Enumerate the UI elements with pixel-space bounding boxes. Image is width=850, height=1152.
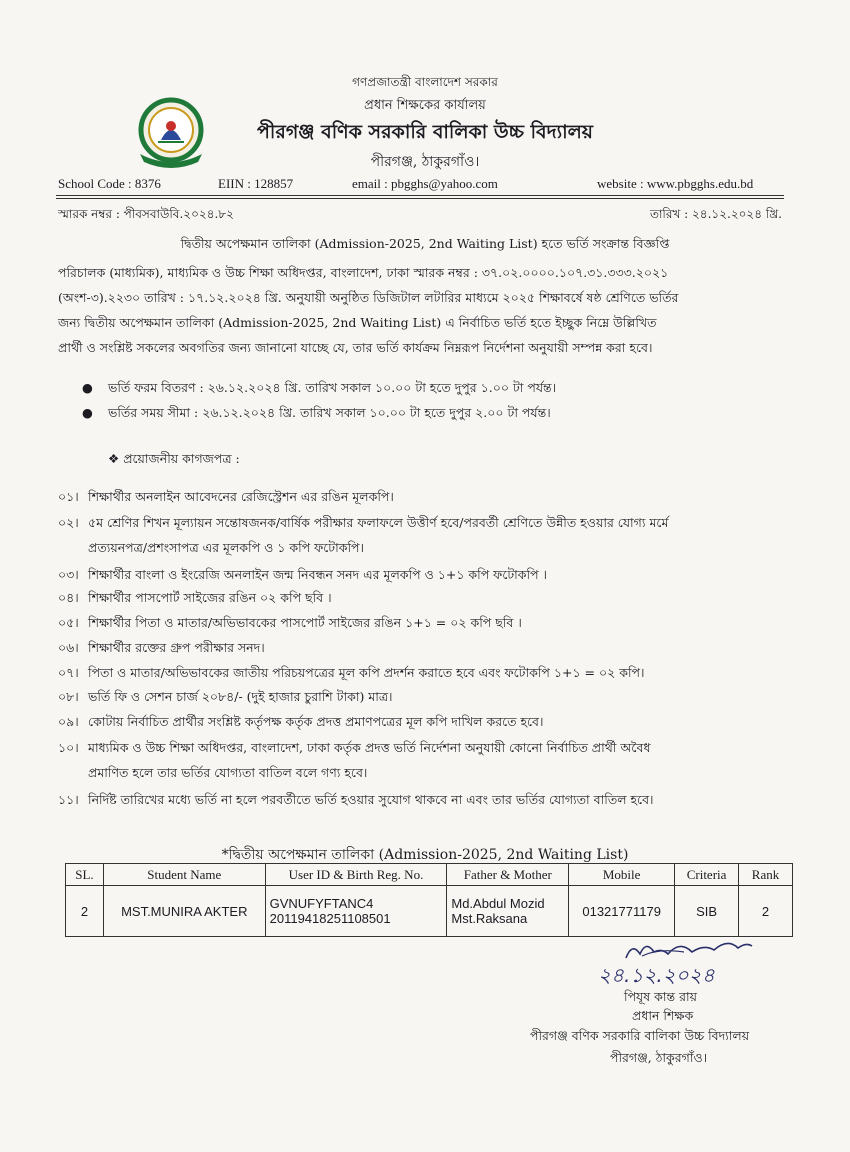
document-item	[58, 792, 654, 812]
document-number: ০৪।	[58, 590, 79, 605]
mother-name: Mst.Raksana	[451, 911, 528, 926]
document-text: শিক্ষার্থীর রক্তের গ্রুপ পরীক্ষার সনদ।	[88, 640, 265, 655]
government-name: গণপ্রজাতন্ত্রী বাংলাদেশ সরকার	[352, 75, 498, 89]
schedule-item	[82, 405, 551, 425]
schedule-text: ভর্তির সময় সীমা : ২৬.১২.২০২৪ খ্রি. তারিখ সকাল ১০.০০ টা হতে দুপুর ২.০০ টা পর্যন্ত।	[108, 405, 551, 420]
school-name: পীরগঞ্জ বণিক সরকারি বালিকা উচ্চ বিদ্যালয়	[257, 121, 593, 143]
father-name: Md.Abdul Mozid	[451, 896, 545, 911]
document-text: শিক্ষার্থীর পিতা ও মাতার/অভিভাবকের পাসপোর্ট সাইজের রঙিন ১+১ = ০২ কপি ছবি ।	[88, 615, 522, 630]
document-text: শিক্ষার্থীর বাংলা ও ইংরেজি অনলাইন জন্ম নিবন্ধন সনদ এর মূলকপি ও ১+১ কপি ফটোকপি ।	[88, 567, 548, 582]
documents-heading-text: প্রয়োজনীয় কাগজপত্র :	[123, 451, 240, 466]
school-website: website : www.pbgghs.edu.bd	[597, 176, 754, 191]
document-text-continued: প্রমাণিত হলে তার ভর্তির যোগ্যতা বাতিল বলে গণ্য হবে।	[88, 765, 368, 780]
document-text: ৫ম শ্রেণির শিখন মূল্যায়ন সন্তোষজনক/বার্ষিক পরীক্ষার ফলাফলে উত্তীর্ণ হবে/পরবর্তী শ্রেণিতে উন্নীত হওয়ার যোগ্য মর্মে	[88, 515, 669, 530]
column-header: User ID & Birth Reg. No.	[265, 864, 447, 886]
document-item	[58, 515, 668, 535]
document-text: কোটায় নির্বাচিত প্রার্থীর সংশ্লিষ্ট কর্তৃপক্ষ কর্তৃক প্রদত্ত প্রমাণপত্রের মূল কপি দাখিল করতে হবে।	[88, 714, 544, 729]
document-number: ০৮।	[58, 689, 79, 704]
parents-cell	[447, 886, 569, 937]
document-number: ১০।	[58, 740, 79, 755]
column-header: Mobile	[569, 864, 675, 886]
bullet-icon: ●	[82, 380, 93, 395]
table-header-row	[66, 864, 793, 886]
document-text: নির্দিষ্ট তারিখের মধ্যে ভর্তি না হলে পরবর্তীতে ভর্তি হওয়ার সুযোগ থাকবে না এবং তার ভর্তির যোগ্যতা বাতিল হবে।	[88, 792, 654, 807]
column-header: Criteria	[675, 864, 739, 886]
body-line: প্রার্থী ও সংশ্লিষ্ট সকলের অবগতির জন্য জানানো যাচ্ছে যে, তার ভর্তি কার্যক্রম নিম্নরূপ নির্দেশনা অনুযায়ী সম্পন্ন করা হবে।	[58, 340, 653, 355]
waiting-list-title: *দ্বিতীয় অপেক্ষমান তালিকা (Admission-2025, 2nd Waiting List)	[221, 847, 629, 863]
documents-heading	[108, 451, 240, 471]
schedule-item	[82, 380, 556, 400]
document-item	[58, 689, 393, 709]
body-line: (অংশ-৩).২২৩০ তারিখ : ১৭.১২.২০২৪ খ্রি. অনুযায়ী অনুষ্ঠিত ডিজিটাল লটারির মাধ্যমে ২০২৫ শিক্ষাবর্ষে ষষ্ঠ শ্রেণিতে ভর্তির	[58, 290, 679, 305]
document-number: ০৯।	[58, 714, 79, 729]
table-row	[66, 886, 793, 937]
column-header: SL.	[66, 864, 104, 886]
document-item	[58, 590, 332, 610]
handwritten-date: ২৪.১২.২০২৪	[598, 963, 715, 987]
school-email: email : pbgghs@yahoo.com	[352, 176, 498, 191]
schedule-text: ভর্তি ফরম বিতরণ : ২৬.১২.২০২৪ খ্রি. তারিখ সকাল ১০.০০ টা হতে দুপুর ১.০০ টা পর্যন্ত।	[108, 380, 557, 395]
signatory-address: পীরগঞ্জ, ঠাকুরগাঁও।	[610, 1050, 708, 1065]
document-text: শিক্ষার্থীর অনলাইন আবেদনের রেজিস্ট্রেশন এর রঙিন মূলকপি।	[88, 489, 394, 504]
body-line: জন্য দ্বিতীয় অপেক্ষমান তালিকা (Admission-2025, 2nd Waiting List) এ নির্বাচিত ভর্তি হতে ইচ্ছুক নিম্নে উল্লিখিত	[58, 315, 657, 330]
birth-reg-number: 20119418251108501	[269, 911, 391, 926]
user-id: GVNUFYFTANC4	[269, 896, 374, 911]
criteria-cell: SIB	[675, 886, 739, 937]
mobile-cell: 01321771179	[569, 886, 675, 937]
document-text: মাধ্যমিক ও উচ্চ শিক্ষা অধিদপ্তর, বাংলাদেশ, ঢাকা কর্তৃক প্রদত্ত ভর্তি নির্দেশনা অনুযায়ী কোনো নির্বাচিত প্রার্থী অবৈধ	[88, 740, 651, 755]
document-item	[58, 489, 394, 509]
waiting-list-table	[65, 863, 793, 937]
document-item	[58, 740, 650, 760]
document-number: ০৫।	[58, 615, 79, 630]
notice-date: তারিখ : ২৪.১২.২০২৪ খ্রি.	[649, 207, 782, 221]
document-text: ভর্তি ফি ও সেশন চার্জ ২০৮৪/- (দুই হাজার চুরাশি টাকা) মাত্র।	[88, 689, 393, 704]
document-number: ০১।	[58, 489, 79, 504]
school-code: School Code : 8376	[58, 176, 161, 191]
bullet-icon: ●	[82, 405, 93, 420]
header-divider	[56, 195, 784, 196]
document-item	[58, 567, 547, 587]
document-item	[58, 640, 265, 660]
signatory-name: পিযূষ কান্ত রায়	[624, 989, 697, 1004]
eiin-code: EIIN : 128857	[218, 176, 294, 191]
body-line: পরিচালক (মাধ্যমিক), মাধ্যমিক ও উচ্চ শিক্ষা অধিদপ্তর, বাংলাদেশ, ঢাকা স্মারক নম্বর : ৩৭.০২.০০০০.১০৭.৩১.৩৩৩.২০২১	[58, 265, 669, 280]
column-header: Rank	[739, 864, 793, 886]
document-number: ১১।	[58, 792, 79, 807]
document-number: ০৬।	[58, 640, 79, 655]
office-name: প্রধান শিক্ষকের কার্যালয়	[364, 98, 486, 113]
document-text: শিক্ষার্থীর পাসপোর্ট সাইজের রঙিন ০২ কপি ছবি ।	[88, 590, 332, 605]
document-text-continued: প্রত্যয়নপত্র/প্রশংসাপত্র এর মূলকপি ও ১ কপি ফটোকপি।	[88, 540, 364, 555]
document-text: পিতা ও মাতার/অভিভাবকের জাতীয় পরিচয়পত্রের মূল কপি প্রদর্শন করাতে হবে এবং ফটোকপি ১+১ = ০২ কপি।	[88, 665, 645, 680]
column-header: Father & Mother	[447, 864, 569, 886]
document-number: ০৭।	[58, 665, 79, 680]
notice-subject: দ্বিতীয় অপেক্ষমান তালিকা (Admission-2025, 2nd Waiting List) হতে ভর্তি সংক্রান্ত বিজ্ঞপ্তি	[180, 236, 670, 251]
column-header: Student Name	[103, 864, 265, 886]
handwritten-signature	[588, 938, 778, 988]
document-number: ০৩।	[58, 567, 79, 582]
student-name-cell: MST.MUNIRA AKTER	[103, 886, 265, 937]
school-address: পীরগঞ্জ, ঠাকুরগাঁও।	[370, 154, 480, 170]
document-item	[58, 714, 543, 734]
document-item	[58, 665, 644, 685]
signatory-designation: প্রধান শিক্ষক	[632, 1008, 694, 1023]
user-id-cell	[265, 886, 447, 937]
diamond-icon: ❖	[108, 451, 120, 466]
serial-cell: 2	[66, 886, 104, 937]
rank-cell: 2	[739, 886, 793, 937]
header-divider-2	[56, 198, 784, 199]
document-number: ০২।	[58, 515, 79, 530]
memo-number: স্মারক নম্বর : পীবসবাউবি.২০২৪.৮২	[58, 207, 234, 221]
document-item	[58, 615, 522, 635]
signatory-school: পীরগঞ্জ বণিক সরকারি বালিকা উচ্চ বিদ্যালয়	[530, 1028, 750, 1043]
